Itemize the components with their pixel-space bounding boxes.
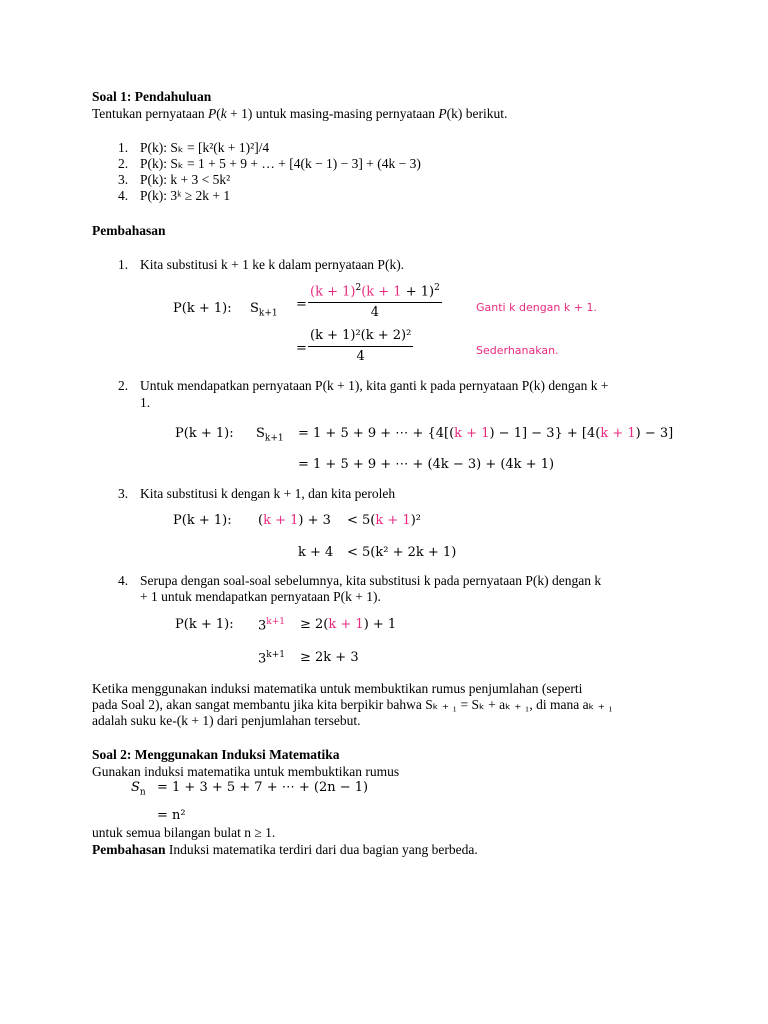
math-lhs: P(k + 1): [173,513,232,528]
math-line: $3^{k+1}$ [258,617,286,634]
step-number: 2. [118,378,129,393]
annotation-note: Sederhanakan. [476,344,559,357]
math-fraction: $(k + 1)^2(k + 1 + 1)^2$ 4 [310,283,440,321]
math-line: k + 4 [298,545,334,560]
step-text: Kita substitusi k + 1 ke k dalam pernyataan P(k). [140,257,405,272]
soal2-intro: Gunakan induksi matematika untuk membuktikan rumus [92,764,400,779]
math-line: ≥ 2k + 3 [300,650,359,665]
math-line: = n² [157,808,186,823]
math-line: $3^{k+1}$ [258,650,286,667]
step-text-cont: 1. [140,395,151,410]
soal2-pembahasan: Pembahasan Induksi matematika terdiri dari dua bagian yang berbeda. [92,842,478,857]
soal1-heading: Soal 1: Pendahuluan [92,89,212,104]
step-number: 3. [118,486,129,501]
math-line: ≥ 2(k + 1) + 1 [300,617,397,632]
math-line: = 1 + 3 + 5 + 7 + ⋯ + (2n − 1) [157,780,369,795]
math-lhs: P(k + 1): [173,301,232,316]
math-line: < 5(k + 1)² [347,513,421,528]
annotation-note: Ganti k dengan k + 1. [476,301,597,314]
soal1-intro: Tentukan pernyataan P(k + 1) untuk masing-masing pernyataan P(k) berikut. [92,106,508,121]
step-number: 1. [118,257,129,272]
soal2-condition: untuk semua bilangan bulat n ≥ 1. [92,825,276,840]
list-item: 2. [118,156,129,171]
math-lhs: P(k + 1): [175,617,234,632]
step-number: 4. [118,573,129,588]
closing-paragraph: Ketika menggunakan induksi matematika untuk membuktikan rumus penjumlahan (seperti [92,681,583,696]
list-item-text: P(k): 3ᵏ ≥ 2k + 1 [140,188,231,203]
closing-paragraph-line: pada Soal 2), akan sangat membantu jika kita berpikir bahwa Sₖ ₊ ₁ = Sₖ + aₖ ₊ ₁, di mana aₖ ₊ ₁ [92,697,613,712]
math-line: = 1 + 5 + 9 + ⋯ + (4k − 3) + (4k + 1) [298,457,555,472]
list-item-text: P(k): Sₖ = [k²(k + 1)²]/4 [140,140,270,155]
math-line: (k + 1) + 3 [258,513,331,528]
math-label: $S_{k+1}$ [256,426,284,444]
math-equals: = [296,297,307,312]
list-item: 3. [118,172,129,187]
list-item: 1. [118,140,129,155]
step-text: Serupa dengan soal-soal sebelumnya, kita substitusi k pada pernyataan P(k) dengan k [140,573,602,588]
step-text: Untuk mendapatkan pernyataan P(k + 1), kita ganti k pada pernyataan P(k) dengan k + [140,378,609,393]
list-item: 4. [118,188,129,203]
step-text: Kita substitusi k dengan k + 1, dan kita peroleh [140,486,396,501]
math-equals: = [296,341,307,356]
step-text-cont: + 1 untuk mendapatkan pernyataan P(k + 1). [140,589,381,604]
math-fraction: (k + 1)²(k + 2)² 4 [310,328,412,364]
math-label: $S_{k+1}$ [250,301,278,319]
closing-paragraph-line: adalah suku ke-(k + 1) dari penjumlahan tersebut. [92,713,361,728]
list-item-text: P(k): k + 3 < 5k² [140,172,231,187]
soal2-heading: Soal 2: Menggunakan Induksi Matematika [92,747,340,762]
math-line: < 5(k² + 2k + 1) [347,545,457,560]
math-line: = 1 + 5 + 9 + ⋯ + {4[(k + 1) − 1] − 3} + [4(k + 1) − 3] [298,426,674,441]
pembahasan-heading: Pembahasan [92,223,166,238]
math-label: $S_n$ [131,780,146,798]
math-lhs: P(k + 1): [175,426,234,441]
list-item-text: P(k): Sₖ = 1 + 5 + 9 + … + [4(k − 1) − 3] + (4k − 3) [140,156,421,171]
